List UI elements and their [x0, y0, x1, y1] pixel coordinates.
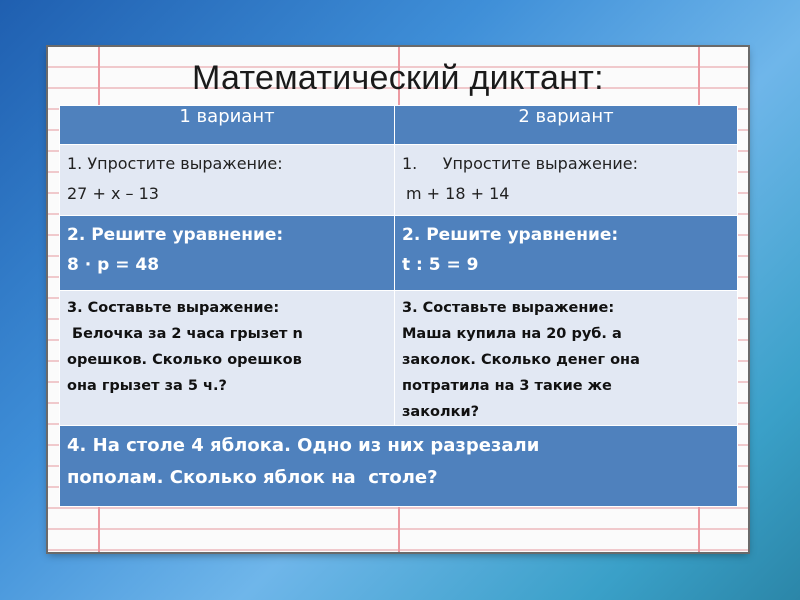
dictation-table	[59, 105, 738, 507]
task-1-variant-1	[60, 145, 395, 216]
task-text-line: она грызет за 5 ч.?	[67, 378, 227, 394]
page-title: Математический диктант:	[192, 59, 604, 97]
slide	[48, 47, 748, 552]
table-header-row	[60, 106, 738, 145]
task-text-line: 27 + х – 13	[67, 184, 159, 203]
task-text-line: потратила на 3 такие же	[402, 378, 612, 394]
task-text-line: 2. Решите уравнение:	[402, 225, 619, 245]
task-3-variant-1	[60, 291, 395, 426]
task-text-line: пополам. Сколько яблок на столе?	[67, 467, 438, 488]
task-text-line: m + 18 + 14	[406, 184, 510, 203]
task-text-line: 4. На столе 4 яблока. Одно из них разрезали	[67, 435, 540, 456]
task-2-variant-1	[60, 216, 395, 291]
task-text-line: 2. Решите уравнение:	[67, 225, 284, 245]
table-row	[60, 216, 738, 291]
task-text-line: 1. Упростите выражение:	[402, 154, 638, 173]
task-text-line: заколки?	[402, 404, 480, 420]
task-text-line: 1. Упростите выражение:	[67, 154, 283, 173]
task-3-variant-2	[395, 291, 738, 426]
task-text-line: Белочка за 2 часа грызет n	[67, 326, 303, 342]
table-row	[60, 145, 738, 216]
table-row	[60, 291, 738, 426]
task-4-common	[60, 426, 738, 507]
task-text-line: Маша купила на 20 руб. а	[402, 326, 622, 342]
task-text-line: t : 5 = 9	[402, 255, 479, 275]
task-text-line: 8 · p = 48	[67, 255, 160, 275]
task-2-variant-2	[395, 216, 738, 291]
task-text-line: заколок. Сколько денег она	[402, 352, 640, 368]
table-row	[60, 426, 738, 507]
task-text-line: 3. Составьте выражение:	[67, 300, 280, 316]
task-text-line: 3. Составьте выражение:	[402, 300, 615, 316]
task-1-variant-2	[395, 145, 738, 216]
column-header-variant-1: 1 вариант	[60, 106, 395, 145]
task-text-line: орешков. Сколько орешков	[67, 352, 302, 368]
column-header-variant-2: 2 вариант	[395, 106, 738, 145]
